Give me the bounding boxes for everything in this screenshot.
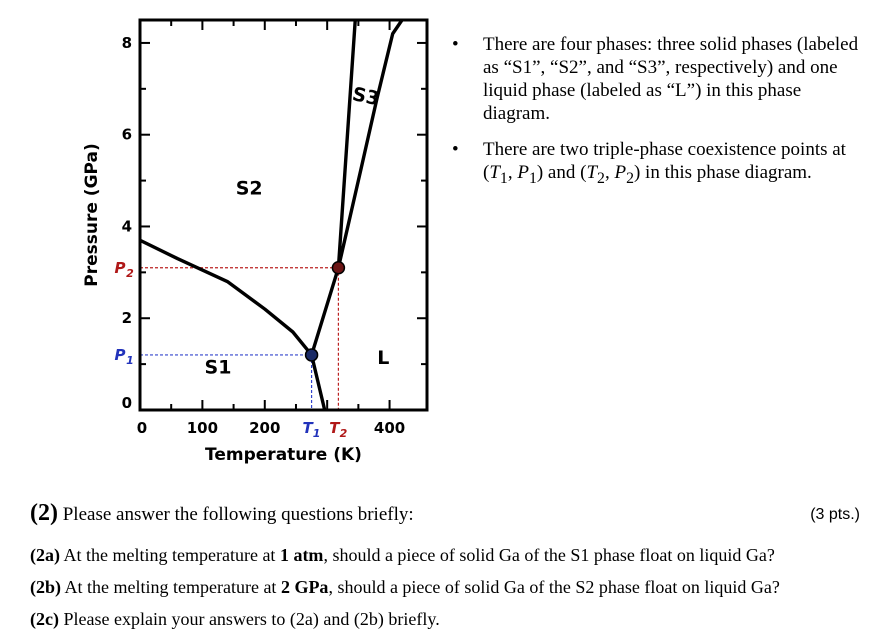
phase-label-S2: S2 <box>235 177 263 200</box>
temperature-label-T2-P2: T <box>329 419 340 437</box>
triple-point-T1-P1 <box>306 349 318 361</box>
temperature-label-T1-P1: T <box>302 419 313 437</box>
y-tick-label: 4 <box>121 217 132 236</box>
bullet-phases-text: There are four phases: three solid phases (labeled as “S1”, “S2”, and “S3”, respectively) and one liquid phase (labeled as “L”) in this phase diagram. <box>483 34 859 124</box>
x-tick-label: 0 <box>136 419 148 437</box>
y-tick-label: 0 <box>121 394 132 412</box>
pressure-sub-T2-P2: 2 <box>126 266 134 280</box>
pressure-label-T1-P1: P <box>114 345 126 364</box>
info-bullet-list <box>452 33 862 203</box>
bullet-dot-icon: • <box>452 34 459 55</box>
x-axis-label: Temperature (K) <box>205 445 362 465</box>
triple-point-T2-P2 <box>332 262 344 274</box>
bullet-phases <box>452 33 862 125</box>
question-intro: Please answer the following questions briefly: <box>57 504 414 525</box>
phase-label-L: L <box>377 347 390 370</box>
boundary-S1-S2 <box>140 240 312 355</box>
pressure-sub-T1-P1: 1 <box>126 353 134 367</box>
boundary-S2-L <box>312 268 339 355</box>
question-block <box>30 500 860 630</box>
question-points: (3 pts.) <box>810 506 860 523</box>
x-tick-label: 400 <box>373 419 406 437</box>
question-number: (2) <box>30 500 58 526</box>
question-2c: (2c) Please explain your answers to (2a) and (2b) briefly. <box>30 609 440 629</box>
y-tick-label: 2 <box>121 309 132 328</box>
bullet-triple-points <box>452 138 862 190</box>
boundary-S1-L <box>312 355 325 410</box>
x-tick-label: 200 <box>249 419 281 437</box>
bullet-dot-icon: • <box>452 139 459 160</box>
y-axis-label: Pressure (GPa) <box>82 143 102 287</box>
temperature-sub-T1-P1: 1 <box>312 427 321 440</box>
temperature-sub-T2-P2: 2 <box>339 427 348 440</box>
question-2b: (2b) At the melting temperature at 2 GPa, should a piece of solid Ga of the S2 phase float on liquid Ga? <box>30 577 780 597</box>
x-tick-label: 100 <box>186 419 219 437</box>
phase-diagram-chart <box>0 0 440 480</box>
phase-label-S1: S1 <box>204 356 232 379</box>
question-header <box>30 500 860 534</box>
bullet-triple-text: There are two triple-phase coexistence points at ($T_1$, $P_1$) and ($T_2$, $P_2$) in this phase diagram. <box>483 139 846 187</box>
question-2a: (2a) At the melting temperature at 1 atm, should a piece of solid Ga of the S1 phase float on liquid Ga? <box>30 545 775 565</box>
y-tick-label: 8 <box>121 33 132 52</box>
y-tick-label: 6 <box>121 125 132 144</box>
phase-label-S3: S3 <box>350 83 382 111</box>
pressure-label-T2-P2: P <box>114 258 126 277</box>
